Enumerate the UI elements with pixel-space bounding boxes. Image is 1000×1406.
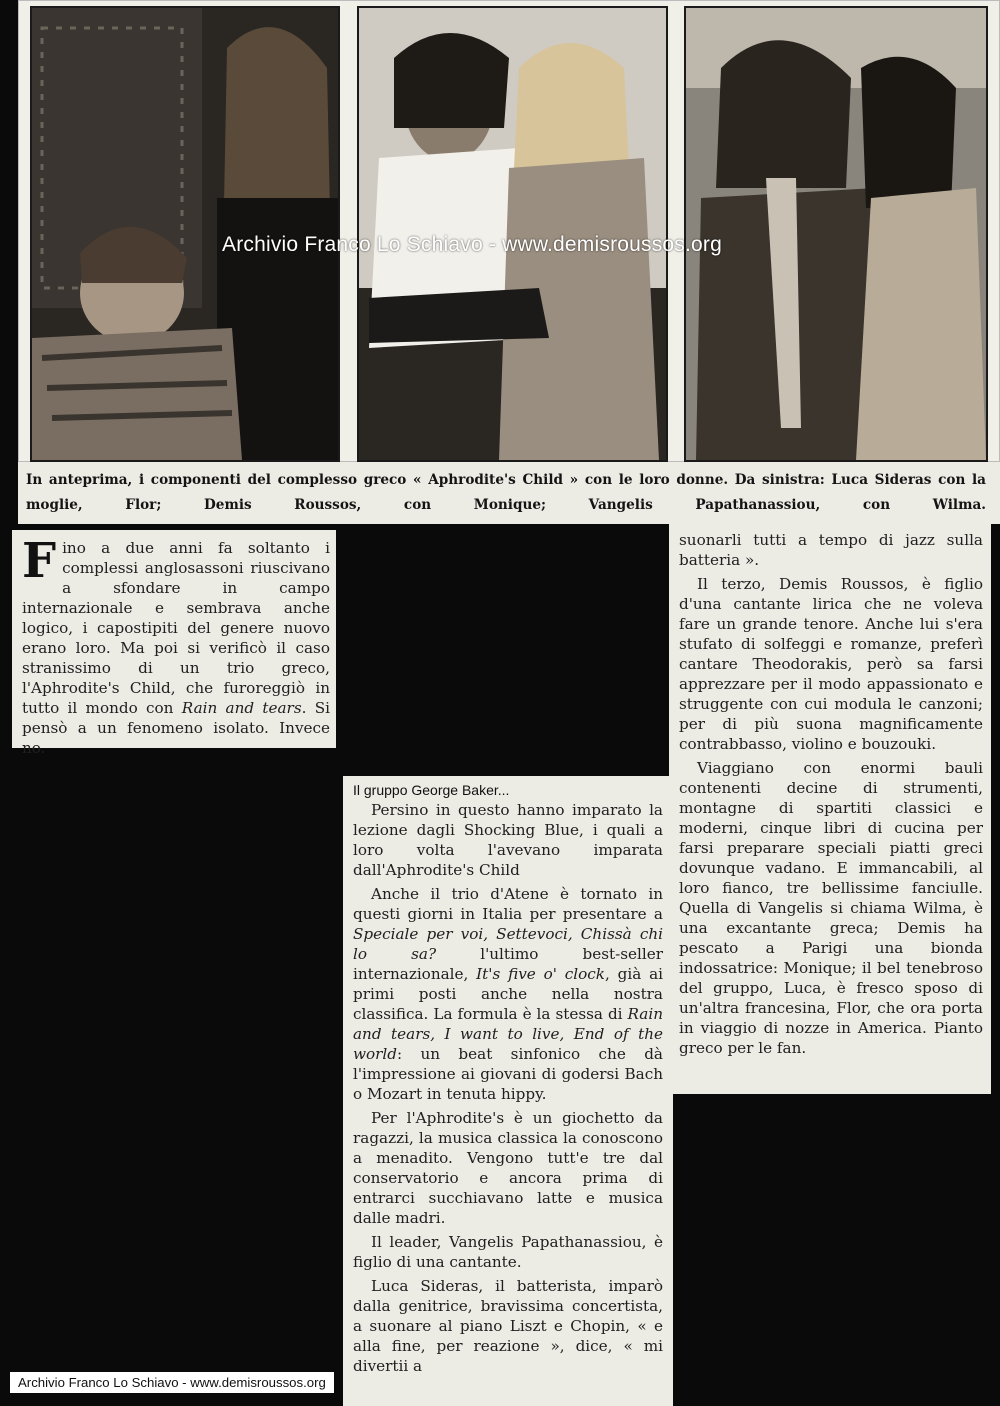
column-1-text [22, 533, 331, 758]
p2-text-d: : un beat sinfonico che dà l'impressione ai giovani di godersi Bach o Mozart in tenuta hippy. [353, 1045, 663, 1103]
p2-text-c: , già ai primi posti anche nella nostra classifica. La formula è la stessa di [353, 965, 663, 1023]
article-column-2 [343, 776, 673, 1406]
p2-text-b: l'ultimo best-seller internazionale, [353, 945, 663, 983]
col3-paragraph-2: Viaggiano con enormi bauli contenenti decine di strumenti, montagne di spartiti classici e moderni, cinque libri di cucina per farsi preparare speciali piatti greci dovunque vadano. E immancabili, al loro fianco, tre bellissime fanciulle. Quella di Vangelis si chiama Wilma, è una excantante greca; Demis ha pescato a Parigi una bionda indossatrice: Monique; il bel tenebroso del gruppo, Luca, è fresco sposo di un'altra francesina, Flor, che ora porta in viaggio di nozze in America. Pianto greco per le fan. [679, 759, 983, 1057]
col3-paragraph-0: suonarli tutti a tempo di jazz sulla batteria ». [679, 531, 983, 569]
p2-text-a: Anche il trio d'Atene è tornato in questi giorni in Italia per presentare a [353, 885, 663, 923]
photo-caption: In anteprima, i componenti del complesso greco « Aphrodite's Child » con le loro donne. Da sinistra: Luca Sideras con la moglie, Flor; Demis Roussos, con Monique; Vangelis Papathanassiou, con Wilma. [26, 472, 986, 513]
p2-em-single: It's five o' clock [476, 965, 605, 983]
drop-cap: F [22, 533, 57, 589]
lead-tail: . Si pensò a un fenomeno isolato. Invece no. [22, 699, 331, 757]
col2-paragraph-5: Luca Sideras, il batterista, imparò dalla genitrice, bravissima concertista, a suonare al piano Liszt e Chopin, « e alla fine, per reazione », dice, « mi divertii a [353, 1277, 663, 1375]
watermark: Archivio Franco Lo Schiavo - www.demisroussos.org [222, 233, 722, 256]
p2-em-songs: Rain and tears, I want to live, End of the world [353, 1005, 663, 1063]
column-3-text [679, 530, 983, 1058]
column-2-text [353, 800, 663, 1376]
archive-label: Archivio Franco Lo Schiavo - www.demisroussos.org [10, 1372, 334, 1393]
section-subheading: Il gruppo George Baker... [353, 782, 510, 798]
col2-paragraph-2 [353, 884, 663, 1104]
col2-paragraph-4: Il leader, Vangelis Papathanassiou, è figlio di una cantante. [353, 1233, 663, 1271]
col2-paragraph-3: Per l'Aphrodite's è un giochetto da ragazzi, la musica classica la conoscono a menadito. Vengono tutt'e tre dal conservatorio e ancora prima di entrarci succhiavano latte e musica dalle madri. [353, 1109, 663, 1227]
p2-em-shows: Speciale per voi, Settevoci, Chissà chi lo sa? [353, 925, 663, 963]
col2-paragraph-1: Persino in questo hanno imparato la lezione dagli Shocking Blue, i quali a loro volta l'avevano imparata dall'Aphrodite's Child [353, 801, 663, 879]
photo-vangelis-wilma [684, 6, 988, 462]
col3-paragraph-1: Il terzo, Demis Roussos, è figlio d'una cantante lirica che ne voleva fare un grande tenore. Anche lui s'era stufato di solfeggi e romanze, preferì cantare Theodorakis, però sa farsi apprezzare per il modo appassionato e struggente con cui modula le canzoni; per di più suona magnificamente contrabbasso, violino e bouzouki. [679, 575, 983, 753]
lead-text: ino a due anni fa soltanto i complessi anglosassoni riuscivano a sfondare in campo internazionale e sembrava anche logico, i capostipiti del genere nuovo erano loro. Ma poi si verificò il caso stranissimo di un trio greco, l'Aphrodite's Child, che furoreggiò in tutto il mondo con [22, 539, 330, 717]
lead-title-rain-and-tears: Rain and tears [181, 699, 302, 717]
article-column-3 [669, 524, 991, 1094]
article-column-1 [12, 530, 336, 757]
